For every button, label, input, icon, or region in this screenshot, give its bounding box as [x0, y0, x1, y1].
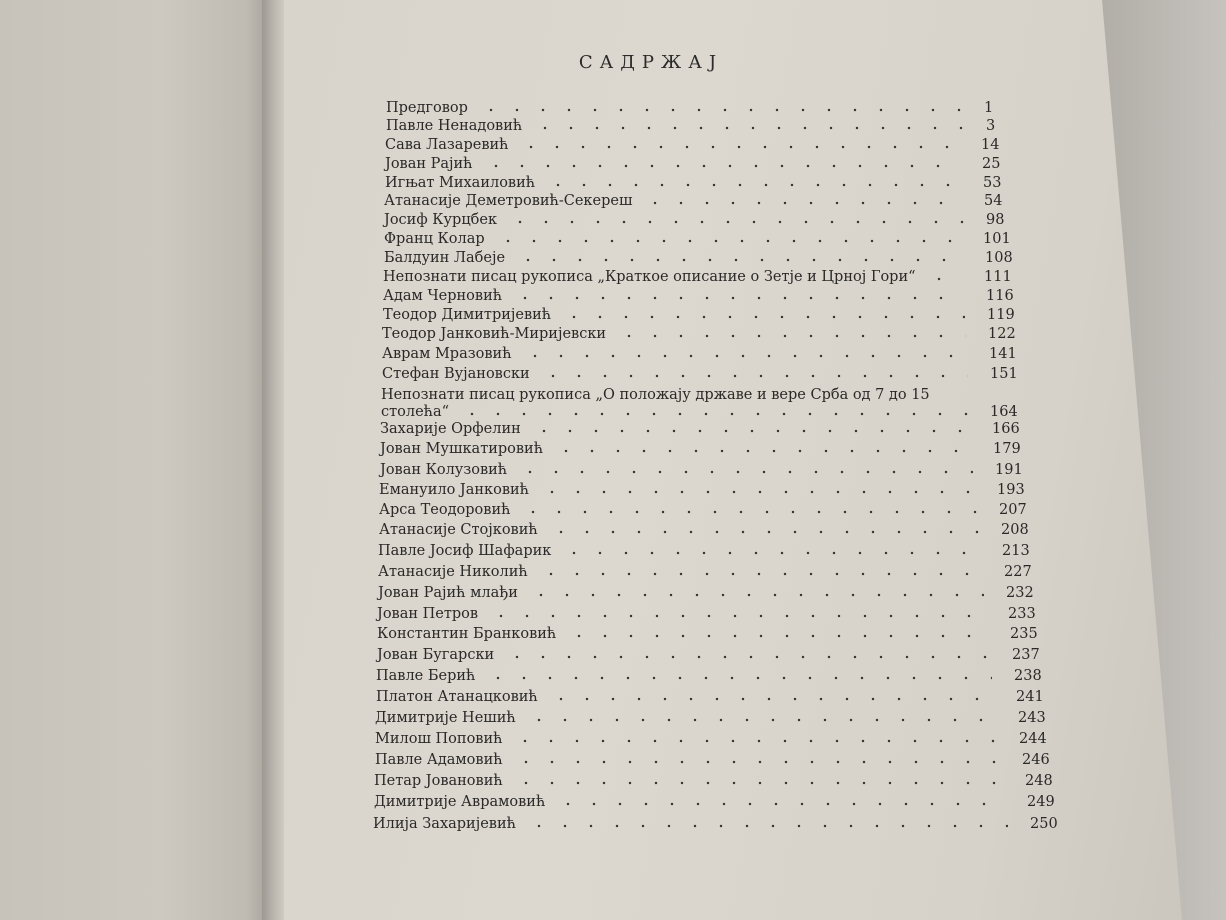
dot-leader: [555, 793, 1005, 807]
toc-entry-page: 191: [995, 462, 1023, 478]
toc-entry-page: 208: [1001, 522, 1029, 538]
dot-leader: [488, 605, 986, 619]
toc-entry-page: 249: [1027, 794, 1055, 810]
toc-heading: САДРЖАЈ: [578, 52, 724, 73]
dot-leader: [926, 268, 962, 282]
toc-entry-name: Атанасије Деметровић-Секереш: [384, 193, 633, 209]
dot-leader: [531, 420, 970, 434]
dot-leader: [507, 211, 964, 225]
toc-entry-name: Петар Јовановић: [374, 773, 503, 789]
dot-leader: [642, 192, 962, 206]
toc-entry-page: 207: [999, 502, 1027, 518]
dot-leader: [545, 174, 961, 188]
dot-leader: [553, 440, 971, 454]
toc-entry-name: Константин Бранковић: [377, 626, 557, 642]
toc-entry-name: Јован Петров: [377, 606, 479, 622]
dot-leader: [513, 751, 1000, 765]
dot-leader: [540, 365, 968, 379]
toc-entry-page: 1: [984, 100, 994, 116]
toc-entry-page: 237: [1012, 647, 1040, 663]
toc-entry-page: 246: [1022, 752, 1050, 768]
toc-entry-page: 108: [985, 250, 1013, 266]
dot-leader: [512, 287, 964, 301]
toc-entry-name: Захарије Орфелин: [380, 421, 521, 437]
toc-entry-page: 53: [983, 175, 1002, 191]
toc-entry-page: 25: [982, 156, 1001, 172]
toc-entry-page: 54: [984, 193, 1003, 209]
dot-leader: [539, 481, 975, 495]
toc-entry-name: Димитрије Аврамовић: [374, 794, 546, 810]
toc-entry-name: Теодор Јанковић-Миријевски: [382, 326, 607, 342]
dot-leader: [517, 461, 973, 475]
book-gutter: [262, 0, 284, 920]
toc-entry-page: 238: [1014, 668, 1042, 684]
toc-entry-name: Јован Бугарски: [377, 647, 495, 663]
toc-entry-page: 14: [981, 137, 1000, 153]
toc-entry-page: 193: [997, 482, 1025, 498]
toc-entry-page: 250: [1030, 816, 1058, 832]
toc-entry-page: 166: [992, 421, 1020, 437]
toc-entry-page: 233: [1008, 606, 1036, 622]
toc-entry-name: Балдуин Лабеје: [384, 250, 506, 266]
toc-entry-name: Непознати писац рукописа „О положају државе и вере Срба од 7 до 15: [381, 387, 930, 403]
toc-entry-page: 111: [984, 269, 1012, 285]
dot-leader: [478, 99, 962, 113]
toc-entry-name: Непознати писац рукописа „Краткое описание о Зетје и Црној Гори“: [383, 269, 916, 285]
toc-entry-name-continued: столећа“: [381, 404, 450, 420]
toc-entry-name: Павле Адамовић: [375, 752, 503, 768]
dot-leader: [548, 521, 979, 535]
toc-entry-page: 151: [990, 366, 1018, 382]
toc-entry-page: 116: [986, 288, 1014, 304]
dot-leader: [483, 155, 960, 169]
toc-entry-page: 213: [1002, 543, 1030, 559]
dot-leader: [513, 772, 1003, 786]
toc-entry-page: 232: [1006, 585, 1034, 601]
toc-entry-name: Стефан Вујановски: [382, 366, 530, 382]
dot-leader: [485, 667, 992, 681]
toc-entry-name: Франц Колар: [384, 231, 485, 247]
dot-leader: [522, 345, 967, 359]
toc-entry-page: 141: [989, 346, 1017, 362]
toc-entry-page: 101: [983, 231, 1011, 247]
toc-entry-name: Арса Теодоровић: [379, 502, 511, 518]
dot-leader: [520, 501, 977, 515]
toc-entry-name: Јован Рајић млађи: [378, 585, 518, 601]
toc-entry-page: 248: [1025, 773, 1053, 789]
dot-leader: [495, 230, 961, 244]
toc-entry-name: Јован Рајић: [385, 156, 473, 172]
dot-leader: [504, 646, 990, 660]
dot-leader: [528, 584, 984, 598]
dot-leader: [526, 815, 1008, 829]
toc-entry-name: Платон Атанацковић: [376, 689, 538, 705]
dot-leader: [616, 325, 966, 339]
toc-entry-name: Јован Мушкатировић: [380, 441, 544, 457]
dot-leader: [538, 563, 982, 577]
dot-leader: [548, 688, 994, 702]
dot-leader: [512, 730, 997, 744]
dot-leader: [561, 306, 965, 320]
dot-leader: [526, 709, 996, 723]
toc-entry-page: 227: [1004, 564, 1032, 580]
toc-entry-name: Павле Берић: [376, 668, 476, 684]
dot-leader: [518, 136, 959, 150]
dot-leader: [566, 625, 988, 639]
toc-entry-name: Предговор: [386, 100, 468, 116]
toc-entry-name: Милош Поповић: [375, 731, 503, 747]
toc-entry-name: Игњат Михаиловић: [385, 175, 536, 191]
toc-entry-name: Емануило Јанковић: [379, 482, 529, 498]
toc-entry-page: 122: [988, 326, 1016, 342]
toc-entry-page: 179: [993, 441, 1021, 457]
toc-entry-name: Адам Черновић: [383, 288, 503, 304]
toc-entry-name: Сава Лазаревић: [385, 137, 509, 153]
toc-entry-page: 98: [986, 212, 1005, 228]
toc-entry-page: 164: [990, 404, 1018, 420]
dot-leader: [459, 403, 968, 417]
dot-leader: [532, 117, 964, 131]
toc-entry-page: 244: [1019, 731, 1047, 747]
dot-leader: [515, 249, 963, 263]
toc-entry-name: Димитрије Нешић: [375, 710, 516, 726]
toc-entry-page: 119: [987, 307, 1015, 323]
toc-entry-name: Павле Јосиф Шафарик: [378, 543, 552, 559]
toc-entry-name: Аврам Мразовић: [382, 346, 512, 362]
left-page: [0, 0, 268, 920]
toc-entry-name: Атанасије Стојковић: [379, 522, 538, 538]
toc-entry-page: 3: [986, 118, 996, 134]
dot-leader: [561, 542, 980, 556]
toc-entry-name: Јосиф Курцбек: [384, 212, 498, 228]
toc-entry-name: Јован Колузовић: [380, 462, 508, 478]
toc-entry-name: Атанасије Николић: [378, 564, 528, 580]
toc-entry-page: 243: [1018, 710, 1046, 726]
toc-entry-name: Павле Ненадовић: [386, 118, 523, 134]
toc-entry-page: 235: [1010, 626, 1038, 642]
toc-entry-page: 241: [1016, 689, 1044, 705]
toc-entry-name: Илија Захаријевић: [373, 816, 516, 832]
toc-entry-name: Теодор Димитријевић: [383, 307, 552, 323]
